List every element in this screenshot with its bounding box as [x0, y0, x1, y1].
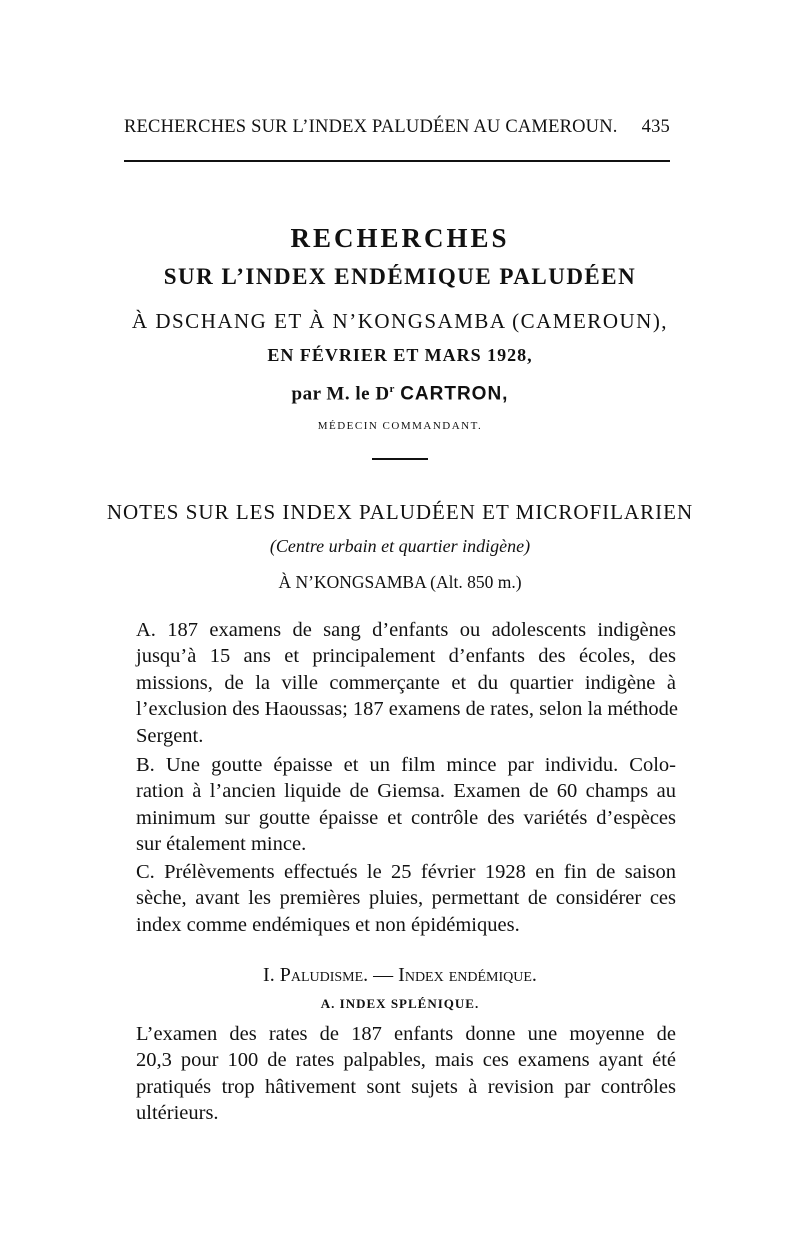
paragraph-line: A. 187 examens de sang d’enfants ou adolescents indigènes [136, 619, 676, 641]
byline-prefix: par M. le D [291, 383, 390, 405]
article-title-line-2: SUR L’INDEX ENDÉMIQUE PALUDÉEN [163, 264, 637, 289]
section-title: Paludisme. — Index endémique. [279, 964, 537, 986]
section-number: I. [263, 964, 275, 986]
section-heading [0, 964, 800, 987]
byline [0, 383, 800, 405]
paragraph-line: B. Une goutte épaisse et un film mince par individu. Colo- [136, 754, 676, 776]
byline-superscript: r [389, 383, 395, 395]
paragraph-line: missions, de la ville commerçante et du quartier indigène à [136, 671, 676, 694]
paragraph-line: Sergent. [136, 724, 204, 747]
paragraph-line: C. Prélèvements effectués le 25 février 1928 en fin de saison [136, 861, 676, 883]
notes-location: À N’KONGSAMBA (Alt. 850 m.) [278, 572, 522, 592]
paragraph-line: sèche, avant les premières pluies, permettant de considérer ces [136, 887, 676, 910]
paragraph-line: jusqu’à 15 ans et principalement d’enfants des écoles, des [136, 645, 676, 668]
running-head-title: RECHERCHES SUR L’INDEX PALUDÉEN AU CAMEROUN. [124, 117, 618, 137]
paragraph-line: 20,3 pour 100 de rates palpables, mais ces examens ayant été [136, 1049, 676, 1072]
paragraph-line: ultérieurs. [136, 1102, 219, 1125]
paragraph-line: sur étalement mince. [136, 833, 307, 856]
paragraph-line: L’examen des rates de 187 enfants donne une moyenne de [136, 1023, 676, 1045]
header-rule [124, 160, 670, 162]
paragraph-splenic-index [136, 1021, 676, 1127]
paragraph-line: pratiqués trop hâtivement sont sujets à revision par contrôles [136, 1075, 676, 1098]
running-head [124, 117, 670, 138]
paragraph-a [136, 617, 676, 749]
notes-heading: NOTES SUR LES INDEX PALUDÉEN ET MICROFILARIEN [106, 500, 694, 524]
notes-subheading: (Centre urbain et quartier indigène) [269, 536, 531, 556]
paragraph-line: minimum sur goutte épaisse et contrôle des variétés d’espèces [136, 806, 676, 829]
page-number: 435 [641, 117, 670, 137]
paragraph-line: index comme endémiques et non épidémiques. [136, 913, 520, 936]
title-divider [372, 458, 428, 460]
author-role: MÉDECIN COMMANDANT. [317, 420, 483, 432]
section-subheading: A. INDEX SPLÉNIQUE. [320, 996, 480, 1011]
paragraph-c [136, 859, 676, 938]
paragraph-line: l’exclusion des Haoussas; 187 examens de rates, selon la méthode [136, 698, 678, 721]
author-name: CARTRON, [400, 383, 509, 405]
paragraph-b [136, 752, 676, 858]
article-title-line-3: À DSCHANG ET À N’KONGSAMBA (CAMEROUN), [131, 309, 669, 333]
paragraph-line: ration à l’ancien liquide de Giemsa. Examen de 60 champs au [136, 780, 676, 803]
article-title-line-1: RECHERCHES [290, 223, 510, 253]
article-title-line-4: EN FÉVRIER ET MARS 1928, [267, 345, 533, 365]
